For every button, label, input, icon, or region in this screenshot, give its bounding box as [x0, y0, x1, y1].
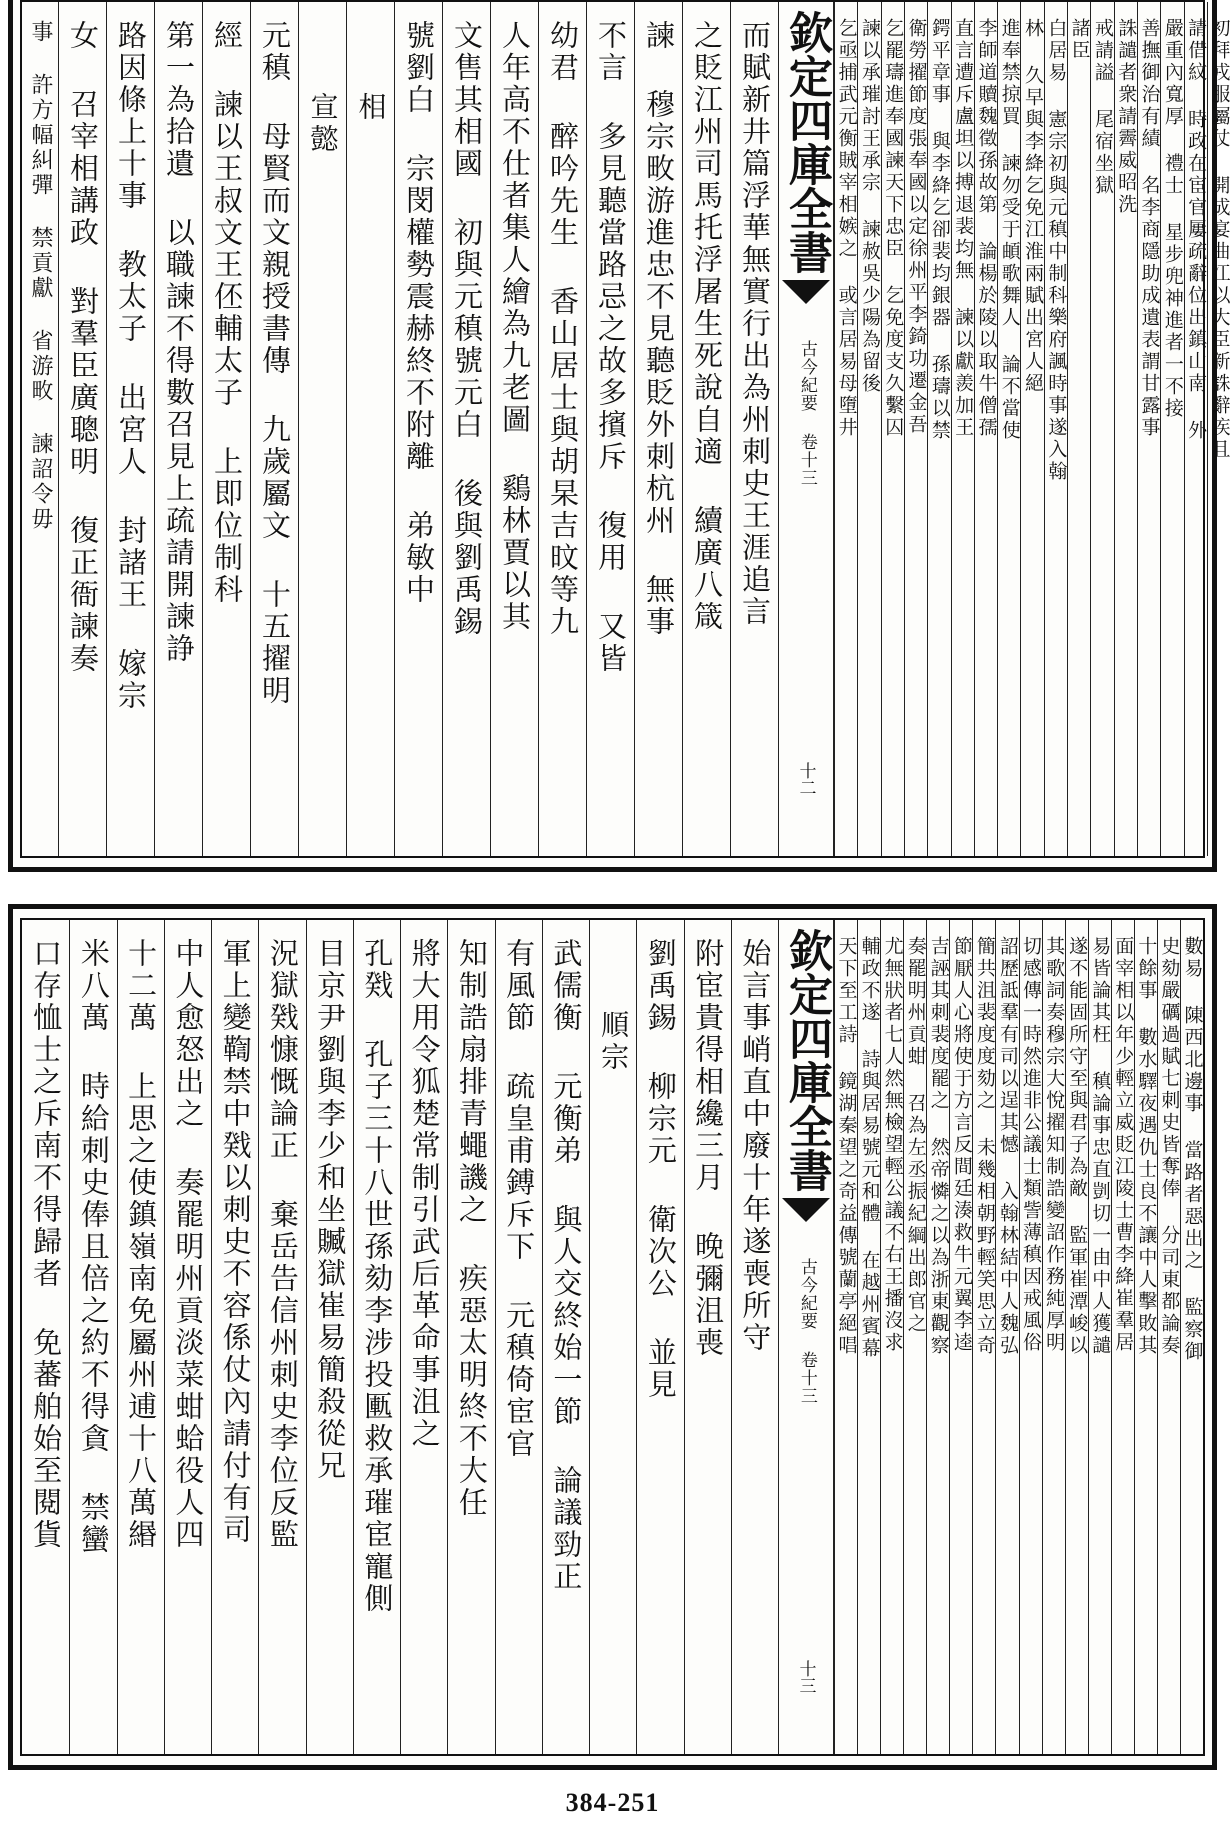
column-text: 武儒衡 元衡弟 與人交終始一節 論議勁正	[549, 938, 584, 1593]
text-column	[58, 2, 106, 856]
text-column	[1184, 2, 1207, 856]
column-text: 切感傳一時然進非公議士類訾薄稹因戒風俗	[1020, 936, 1043, 1354]
column-text: 附宦貴得相纔三月 晚彌沮喪	[691, 938, 726, 1359]
top-page	[8, 0, 1230, 872]
column-text: 號劉白 宗閔權勢震赫終不附離 弟敏中	[402, 20, 436, 606]
column-text: 吉誣其刺裴度罷之 然帝憐之以為浙東觀察	[927, 936, 950, 1357]
column-text: 幼君 醉吟先生 香山居士與胡杲吉旼等九	[546, 20, 580, 638]
column-text: 乞亟捕武元衡賊宰相嫉之 或言居易母墮井	[835, 18, 858, 439]
text-column	[117, 920, 164, 1754]
text-column	[1134, 920, 1157, 1754]
column-text: 遂不能固所守至與君子為敵 監軍崔潭峻以	[1066, 936, 1089, 1357]
column-text: 不言 多見聽當路忌之故多擯斥 復用 又皆	[594, 20, 628, 675]
text-column	[1160, 2, 1183, 856]
column-text: 而賦新井篇浮華無實行出為州刺史王涯追言	[738, 20, 772, 628]
column-text: 元稹 母賢而文親授書傳 九歲屬文 十五擢明	[258, 20, 292, 707]
book-title: 欽定四庫全書	[781, 10, 832, 274]
text-column	[394, 2, 442, 856]
text-column	[951, 2, 974, 856]
column-text: 軍上變鞫禁中戣以刺史不容係仗內請付有司	[218, 938, 253, 1546]
column-text: 戒請謚 尾宿坐獄	[1091, 18, 1114, 197]
column-text: 諫以承璀討王承宗 諫赦吳少陽為留後	[858, 18, 881, 395]
text-column	[1114, 2, 1137, 856]
column-text: 詔歷詆羣有司以逞其憾 入翰林結中人魏弘	[996, 936, 1019, 1357]
column-text: 初拜戎服屬仗 開成宴曲江以大臣新誅辭疾且	[1208, 18, 1230, 461]
text-column	[857, 2, 880, 856]
text-column	[974, 2, 997, 856]
column-text: 知制誥扇排青蠅譏之 疾惡太明終不大任	[454, 938, 489, 1519]
text-column	[904, 2, 927, 856]
text-column	[447, 920, 494, 1754]
text-column	[154, 2, 202, 856]
text-column	[442, 2, 490, 856]
center-header-column	[778, 2, 834, 856]
text-column	[1137, 2, 1160, 856]
volume-label: 古今紀要 卷十三	[796, 340, 817, 487]
text-column	[880, 920, 903, 1754]
column-text: 女 召宰相講政 對羣臣廣聰明 復正衙諫奏	[66, 20, 100, 675]
column-text: 善撫御治有績 名李商隱助成遺表謂甘露事	[1138, 18, 1161, 439]
folio-number: 十三	[795, 1660, 816, 1694]
text-column	[1067, 2, 1090, 856]
column-text: 劉禹錫 柳宗元 衛次公 並見	[643, 938, 678, 1401]
text-column	[834, 920, 857, 1754]
text-column	[1157, 920, 1180, 1754]
text-column	[106, 2, 154, 856]
text-column	[972, 920, 995, 1754]
text-column	[997, 2, 1020, 856]
volume-label: 古今紀要 卷十三	[796, 1258, 817, 1405]
column-text: 請借紋 時政在宦官屢疏辭位出鎮山南 外	[1185, 18, 1208, 442]
text-column	[400, 920, 447, 1754]
column-text: 尤無狀者七人然無檢望輕公議不右王播沒求	[881, 936, 904, 1354]
column-text: 相	[354, 92, 388, 124]
text-column	[730, 2, 778, 856]
column-text: 天下至工詩 鏡湖秦望之奇益傳號蘭亭絕唱	[835, 936, 858, 1357]
column-text: 鍔平章事 與李絳乞卻裴均銀器 孫璹以禁	[928, 18, 951, 442]
column-text: 衛勞擢節度張奉國以定徐州平李錡功遷金吾	[905, 18, 928, 436]
fish-tail-mark	[782, 1198, 830, 1222]
text-column	[586, 2, 634, 856]
column-text: 節厭人心將使于方言反間廷湊救牛元翼李逵	[950, 936, 973, 1354]
folio-number: 十二	[795, 762, 816, 796]
text-column	[857, 920, 880, 1754]
column-text: 事 許方幅糾彈 禁貢獻 省游畋 諫詔令毋	[28, 20, 53, 532]
text-column	[353, 920, 400, 1754]
column-text: 史劾嚴礪過賦七刺史皆奪俸 分司東都論奏	[1158, 936, 1181, 1357]
column-text: 李師道贖魏徵孫故第 論楊於陵以取牛僧孺	[975, 18, 998, 439]
text-column	[22, 2, 58, 856]
column-text: 誅譴者衆請霽威昭洗	[1115, 18, 1138, 216]
text-column	[1090, 2, 1113, 856]
column-text: 簡共沮裴度度劾之 未幾相朝野輕笑思立奇	[973, 936, 996, 1357]
bottom-page	[8, 904, 1217, 1770]
text-column	[69, 920, 116, 1754]
text-column	[949, 920, 972, 1754]
text-column	[1111, 920, 1134, 1754]
column-text: 白居易 憲宗初與元稹中制科樂府諷時事遂入翰	[1045, 18, 1068, 483]
text-column	[164, 920, 211, 1754]
text-column	[202, 2, 250, 856]
column-text: 十餘事 數水驛夜遇仇士良不讓中人擊敗其	[1135, 936, 1158, 1357]
column-text: 其歌詞奏穆宗大悅擢知制誥變詔作務純厚明	[1043, 936, 1066, 1354]
top-page-frame	[20, 0, 1230, 858]
text-column	[684, 920, 731, 1754]
column-text: 輔政不遂 詩與居易號元和體 在越州賓幕	[858, 936, 881, 1360]
column-text: 進奉禁掠買 諫勿受于頔歌舞人 論不當使	[998, 18, 1021, 442]
text-column	[1207, 2, 1230, 856]
column-text: 易皆論其枉 稹論事忠直剴切一由中人獲譴	[1089, 936, 1112, 1357]
text-column	[927, 2, 950, 856]
column-text: 乞罷璹進奉國諫天下忠臣 乞免度支久繫囚	[882, 18, 905, 439]
text-column	[634, 2, 682, 856]
text-column	[1180, 920, 1203, 1754]
column-text: 數易 陳西北邊事 當路者惡出之 監察御	[1181, 936, 1204, 1363]
column-text: 況獄戣慷慨論正 棄岳告信州刺史李位反監	[265, 938, 300, 1551]
text-column	[22, 920, 69, 1754]
column-text: 十二萬 上思之使鎮嶺南免屬州逋十八萬緡	[124, 938, 159, 1551]
text-column	[298, 2, 346, 856]
column-text: 面宰相以年少輕立威貶江陵士曹李絳崔羣居	[1112, 936, 1135, 1354]
column-text: 經 諫以王叔文王伾輔太子 上即位制科	[210, 20, 244, 606]
column-text: 口存恤士之斥南不得歸者 免蕃舶始至閱貨	[29, 938, 64, 1551]
column-text: 文售其相國 初與元稹號元白 後與劉禹錫	[450, 20, 484, 638]
text-column	[1088, 920, 1111, 1754]
text-column	[995, 920, 1018, 1754]
column-text: 第一為拾遺 以職諫不得數召見上疏請開諫諍	[162, 20, 196, 665]
column-text: 宣懿	[306, 92, 340, 156]
column-text: 孔戣 孔子三十八世孫劾李涉投匭救承璀宦寵側	[360, 938, 395, 1615]
text-column	[1065, 920, 1088, 1754]
column-text: 將大用令狐楚常制引武后革命事沮之	[407, 938, 442, 1450]
text-column	[258, 920, 305, 1754]
column-text: 米八萬 時給刺史俸且倍之約不得貪 禁蠻	[76, 938, 111, 1556]
column-text: 始言事峭直中廢十年遂喪所守	[738, 938, 773, 1354]
text-column	[1044, 2, 1067, 856]
column-text: 直言遭斥盧坦以搏退裴均無 諫以獻羨加王	[952, 18, 975, 439]
text-column	[926, 920, 949, 1754]
column-text: 之貶江州司馬托浮屠生死說自適 續廣八箴	[690, 20, 724, 633]
text-column	[538, 2, 586, 856]
book-title: 欽定四庫全書	[781, 928, 832, 1192]
text-column	[834, 2, 857, 856]
text-column	[1019, 920, 1042, 1754]
column-text: 諫 穆宗畋游進忠不見聽貶外刺杭州 無事	[642, 20, 676, 638]
text-column	[211, 920, 258, 1754]
text-column	[250, 2, 298, 856]
column-text: 諸臣	[1068, 18, 1091, 62]
text-column	[881, 2, 904, 856]
text-column	[1020, 2, 1043, 856]
page-number: 384-251	[565, 1788, 660, 1817]
text-column	[589, 920, 636, 1754]
column-text: 路因條上十事 教太子 出宮人 封諸王 嫁宗	[114, 20, 148, 712]
text-column	[346, 2, 394, 856]
column-text: 目京尹劉與李少和坐贓獄崔易簡殺從兄	[313, 938, 348, 1482]
bottom-page-frame	[20, 918, 1205, 1756]
text-column	[731, 920, 778, 1754]
center-header-column	[778, 920, 834, 1754]
text-column	[636, 920, 683, 1754]
column-text: 嚴重內寬厚 禮士 星步兜神進者一不接	[1161, 18, 1184, 420]
text-column	[682, 2, 730, 856]
column-text: 林 久早與李絳乞免江淮兩賦出宮人絕	[1022, 18, 1045, 395]
text-column	[903, 920, 926, 1754]
column-text: 人年高不仕者集人繪為九老圖 鷄林賈以其	[498, 20, 532, 633]
column-text: 中人愈怒出之 奏罷明州貢淡菜蚶蛤役人四	[171, 938, 206, 1551]
text-column	[306, 920, 353, 1754]
column-text: 有風節 疏皇甫鎛斥下 元稹倚宦官	[502, 938, 537, 1460]
column-text: 奏罷明州貢蚶 召為左丞振紀綱出郎官之	[904, 936, 927, 1335]
fish-tail-mark	[782, 280, 830, 304]
column-text: 順宗	[597, 1010, 631, 1074]
text-column	[1042, 920, 1065, 1754]
text-column	[542, 920, 589, 1754]
text-column	[495, 920, 542, 1754]
text-column	[490, 2, 538, 856]
